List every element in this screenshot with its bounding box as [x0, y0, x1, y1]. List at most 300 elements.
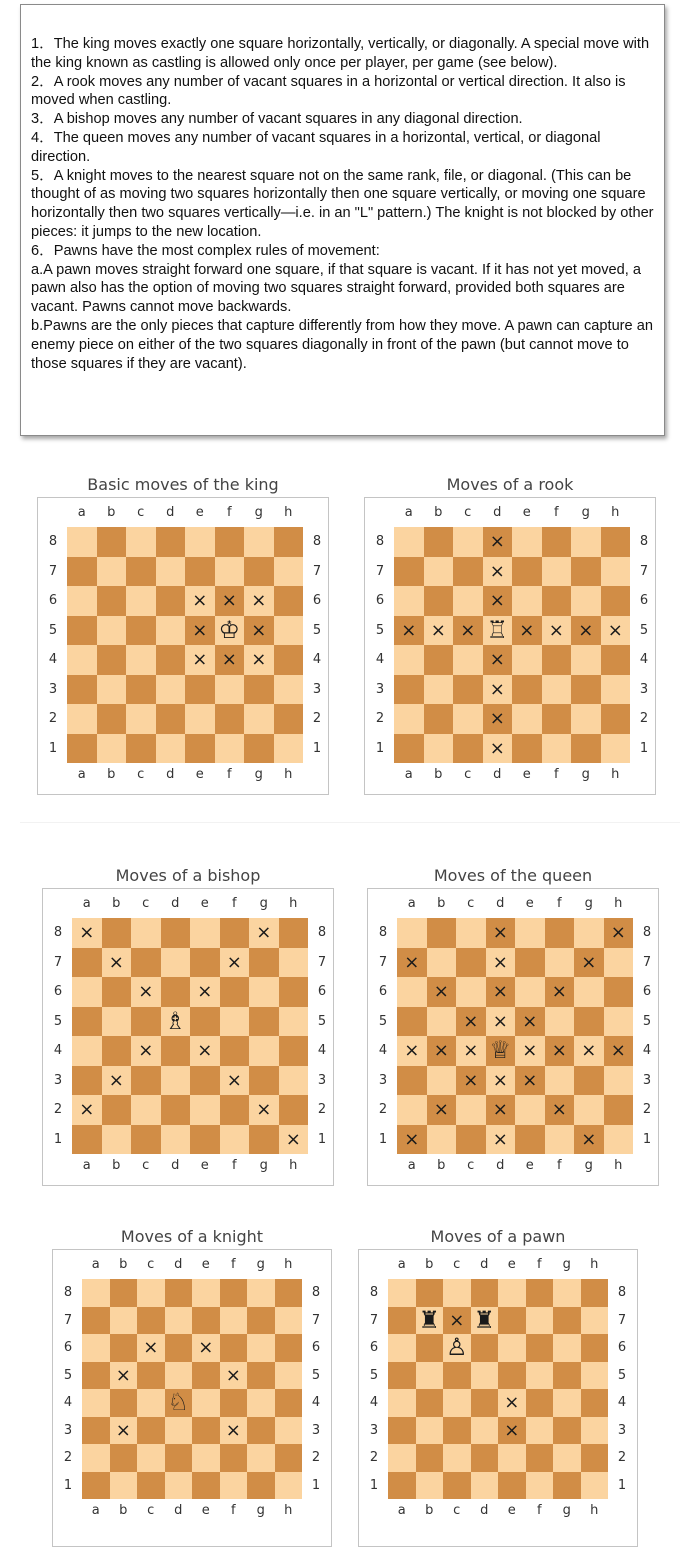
file-label-e: e: [522, 505, 531, 520]
rank-label-7: 7: [378, 954, 388, 970]
file-label-h: h: [590, 1257, 599, 1272]
move-mark: ×: [221, 649, 237, 670]
rook-board-frame: [364, 497, 656, 795]
rank-label-2: 2: [617, 1450, 627, 1465]
square-d3: [486, 1066, 516, 1096]
square-d1: [486, 1125, 516, 1155]
rank-label-4: 4: [53, 1043, 63, 1058]
file-label-d: d: [171, 1158, 180, 1173]
square-c6: [443, 1334, 471, 1362]
file-label-b: b: [119, 1257, 128, 1272]
rank-label-8: 8: [369, 1285, 379, 1300]
square-g5: [553, 1362, 581, 1390]
square-h6: [601, 586, 631, 616]
file-label-g: g: [259, 896, 268, 911]
square-b6: [416, 1334, 444, 1362]
square-a2: [397, 1095, 427, 1125]
file-label-c: c: [464, 767, 472, 782]
move-mark: ×: [401, 619, 417, 641]
move-mark: ×: [489, 560, 505, 582]
square-c3: [453, 675, 483, 705]
square-e7: [190, 948, 220, 978]
rank-label-7: 7: [311, 1312, 321, 1328]
square-h1: [581, 1472, 609, 1500]
square-d2: [471, 1444, 499, 1472]
square-a2: [388, 1444, 416, 1472]
square-a6: [388, 1334, 416, 1362]
square-b1: [102, 1125, 132, 1155]
move-mark: ×: [460, 619, 476, 641]
square-g1: [553, 1472, 581, 1500]
square-e2: [190, 1095, 220, 1125]
file-label-f: f: [553, 505, 559, 520]
rank-label-5: 5: [311, 1367, 321, 1383]
square-e5: [190, 1007, 220, 1037]
square-b2: [102, 1095, 132, 1125]
move-mark: ×: [192, 619, 208, 641]
square-e4: [185, 645, 215, 675]
square-g8: [244, 527, 274, 557]
square-d1: [156, 734, 186, 764]
move-mark: ×: [504, 1392, 520, 1413]
square-g7: [571, 557, 601, 587]
square-a3: [67, 675, 97, 705]
square-d7: [471, 1307, 499, 1335]
file-label-f: f: [231, 1158, 237, 1173]
file-label-d: d: [480, 1503, 489, 1518]
square-f1: [542, 734, 572, 764]
file-label-a: a: [404, 767, 413, 782]
square-c6: [126, 586, 156, 616]
square-c5: [456, 1007, 486, 1037]
square-e3: [190, 1066, 220, 1096]
square-d6: [165, 1334, 193, 1362]
square-g4: [247, 1389, 275, 1417]
king-board-frame: [37, 497, 329, 795]
square-b2: [97, 704, 127, 734]
square-e4: [512, 645, 542, 675]
square-h1: [279, 1125, 309, 1155]
square-g3: [244, 675, 274, 705]
file-label-g: g: [581, 767, 590, 782]
square-d2: [165, 1444, 193, 1472]
square-e7: [192, 1307, 220, 1335]
square-b5: [97, 616, 127, 646]
file-label-h: h: [284, 1503, 293, 1518]
square-a5: [397, 1007, 427, 1037]
square-g2: [553, 1444, 581, 1472]
square-b8: [97, 527, 127, 557]
square-e6: [185, 586, 215, 616]
square-g1: [249, 1125, 279, 1155]
square-d3: [471, 1417, 499, 1445]
square-h7: [274, 557, 304, 587]
rank-label-7: 7: [317, 954, 327, 970]
square-f5: [526, 1362, 554, 1390]
square-b4: [416, 1389, 444, 1417]
square-b1: [427, 1125, 457, 1155]
move-mark: ×: [251, 590, 267, 611]
white-king-piece: ♔: [218, 615, 240, 644]
square-h2: [604, 1095, 634, 1125]
square-d4: [471, 1389, 499, 1417]
square-d7: [486, 948, 516, 978]
pawn-board: [388, 1279, 608, 1499]
square-b6: [427, 977, 457, 1007]
square-c1: [456, 1125, 486, 1155]
file-label-a: a: [404, 505, 413, 520]
move-mark: ×: [463, 1069, 479, 1091]
rule-pawns-intro: 6．Pawns have the most complex rules of movement:: [31, 242, 380, 259]
file-label-h: h: [614, 1158, 623, 1173]
square-c7: [456, 948, 486, 978]
file-label-g: g: [584, 1158, 593, 1173]
square-c5: [126, 616, 156, 646]
square-b3: [110, 1417, 138, 1445]
file-label-a: a: [91, 1257, 100, 1272]
rank-label-4: 4: [312, 652, 322, 667]
move-mark: ×: [489, 649, 505, 670]
file-label-g: g: [581, 505, 590, 520]
file-label-h: h: [590, 1503, 599, 1518]
move-mark: ×: [581, 1040, 597, 1061]
move-mark: ×: [143, 1337, 159, 1358]
square-a8: [388, 1279, 416, 1307]
file-label-c: c: [464, 505, 472, 520]
file-label-c: c: [147, 1257, 155, 1272]
square-a5: [82, 1362, 110, 1390]
square-h3: [274, 675, 304, 705]
square-c2: [456, 1095, 486, 1125]
square-a7: [72, 948, 102, 978]
square-b8: [102, 918, 132, 948]
rank-label-6: 6: [369, 1340, 379, 1355]
move-mark: ×: [197, 981, 213, 1002]
square-d6: [471, 1334, 499, 1362]
bishop-board-frame: [42, 888, 334, 1186]
rank-label-5: 5: [642, 1013, 652, 1029]
square-e6: [512, 586, 542, 616]
white-pawn-piece: ♙: [445, 1333, 468, 1361]
rank-label-3: 3: [312, 681, 322, 697]
square-c1: [443, 1472, 471, 1500]
square-f5: [545, 1007, 575, 1037]
move-mark: ×: [492, 922, 508, 943]
square-e1: [190, 1125, 220, 1155]
move-mark: ×: [115, 1364, 131, 1386]
square-f4: [220, 1036, 250, 1066]
rank-label-6: 6: [642, 984, 652, 999]
square-d4: [156, 645, 186, 675]
rank-label-5: 5: [48, 622, 58, 638]
square-a5: [394, 616, 424, 646]
white-rook-piece: ♖: [486, 615, 508, 644]
square-a3: [72, 1066, 102, 1096]
rank-label-8: 8: [378, 925, 388, 940]
square-f8: [545, 918, 575, 948]
rank-label-6: 6: [639, 593, 649, 608]
square-h6: [274, 586, 304, 616]
square-d7: [165, 1307, 193, 1335]
square-g5: [571, 616, 601, 646]
move-mark: ×: [522, 1010, 538, 1032]
square-a7: [82, 1307, 110, 1335]
file-label-h: h: [289, 1158, 298, 1173]
square-g2: [249, 1095, 279, 1125]
file-label-f: f: [230, 1257, 236, 1272]
square-c5: [443, 1362, 471, 1390]
rank-label-5: 5: [378, 1013, 388, 1029]
rank-label-3: 3: [53, 1072, 63, 1088]
square-d1: [483, 734, 513, 764]
square-h2: [274, 704, 304, 734]
square-a1: [388, 1472, 416, 1500]
square-f5: [220, 1007, 250, 1037]
square-a3: [82, 1417, 110, 1445]
rank-label-1: 1: [369, 1477, 379, 1493]
square-g1: [247, 1472, 275, 1500]
file-label-h: h: [289, 896, 298, 911]
square-c5: [453, 616, 483, 646]
rank-label-5: 5: [617, 1367, 627, 1383]
move-mark: ×: [115, 1419, 131, 1441]
rank-label-6: 6: [63, 1340, 73, 1355]
square-c2: [137, 1444, 165, 1472]
square-a1: [82, 1472, 110, 1500]
square-f6: [542, 586, 572, 616]
square-h4: [274, 645, 304, 675]
file-label-b: b: [107, 767, 116, 782]
rank-label-6: 6: [375, 593, 385, 608]
file-label-g: g: [254, 767, 263, 782]
file-label-b: b: [437, 1158, 446, 1173]
square-e8: [192, 1279, 220, 1307]
rank-label-4: 4: [63, 1395, 73, 1410]
square-f2: [220, 1444, 248, 1472]
file-label-e: e: [200, 896, 209, 911]
square-b2: [110, 1444, 138, 1472]
square-g2: [574, 1095, 604, 1125]
square-h3: [275, 1417, 303, 1445]
move-mark: ×: [504, 1419, 520, 1441]
square-d4: [165, 1389, 193, 1417]
square-d7: [156, 557, 186, 587]
square-e7: [185, 557, 215, 587]
rank-label-2: 2: [312, 711, 322, 726]
white-bishop-piece: ♗: [164, 1006, 186, 1035]
square-c3: [137, 1417, 165, 1445]
rank-label-2: 2: [311, 1450, 321, 1465]
rank-label-6: 6: [378, 984, 388, 999]
move-mark: ×: [492, 981, 508, 1002]
square-h8: [274, 527, 304, 557]
square-h1: [604, 1125, 634, 1155]
square-e8: [498, 1279, 526, 1307]
file-label-b: b: [107, 505, 116, 520]
square-g5: [249, 1007, 279, 1037]
square-a7: [394, 557, 424, 587]
square-f7: [526, 1307, 554, 1335]
square-b8: [110, 1279, 138, 1307]
rank-label-1: 1: [48, 740, 58, 756]
square-b4: [97, 645, 127, 675]
move-mark: ×: [610, 922, 626, 943]
square-e7: [515, 948, 545, 978]
move-mark: ×: [581, 1128, 597, 1150]
rank-label-1: 1: [312, 740, 322, 756]
rank-label-6: 6: [53, 984, 63, 999]
move-mark: ×: [548, 619, 564, 641]
rank-label-7: 7: [63, 1312, 73, 1328]
rule-rook: 2．A rook moves any number of vacant squares in a horizontal or vertical direction. It also is moved when castling.: [31, 73, 626, 109]
rank-label-1: 1: [642, 1131, 652, 1147]
square-a8: [82, 1279, 110, 1307]
square-a5: [67, 616, 97, 646]
file-label-d: d: [166, 505, 175, 520]
square-g7: [244, 557, 274, 587]
file-label-g: g: [562, 1503, 571, 1518]
file-label-d: d: [493, 505, 502, 520]
square-c7: [443, 1307, 471, 1335]
square-e8: [185, 527, 215, 557]
rank-label-2: 2: [48, 711, 58, 726]
file-label-h: h: [284, 505, 293, 520]
square-e3: [185, 675, 215, 705]
square-a7: [397, 948, 427, 978]
square-c2: [453, 704, 483, 734]
square-a1: [394, 734, 424, 764]
file-label-f: f: [536, 1257, 542, 1272]
square-g2: [571, 704, 601, 734]
square-a4: [388, 1389, 416, 1417]
square-g1: [244, 734, 274, 764]
move-mark: ×: [433, 1040, 449, 1061]
rank-label-3: 3: [311, 1422, 321, 1438]
square-c7: [131, 948, 161, 978]
move-mark: ×: [492, 1099, 508, 1120]
rank-label-1: 1: [53, 1131, 63, 1147]
square-h7: [275, 1307, 303, 1335]
square-f3: [542, 675, 572, 705]
square-a1: [72, 1125, 102, 1155]
file-label-e: e: [525, 896, 534, 911]
rank-label-6: 6: [311, 1340, 321, 1355]
square-g6: [574, 977, 604, 1007]
file-label-a: a: [91, 1503, 100, 1518]
square-b3: [97, 675, 127, 705]
square-c5: [131, 1007, 161, 1037]
rule-pawn-a: a.A pawn moves straight forward one square, if that square is vacant. If it has not yet moved, a pawn also has the option of moving two squares straight forward, provided both squares are vacant. Pawns cannot move backwards.: [31, 261, 642, 316]
square-g8: [553, 1279, 581, 1307]
rank-label-8: 8: [53, 925, 63, 940]
square-d5: [165, 1362, 193, 1390]
file-label-d: d: [174, 1257, 183, 1272]
rank-label-2: 2: [53, 1102, 63, 1117]
square-g6: [247, 1334, 275, 1362]
square-h2: [601, 704, 631, 734]
move-mark: ×: [492, 1128, 508, 1150]
rank-label-2: 2: [639, 711, 649, 726]
square-a3: [397, 1066, 427, 1096]
square-c7: [453, 557, 483, 587]
move-mark: ×: [251, 649, 267, 670]
square-f8: [220, 918, 250, 948]
square-g7: [247, 1307, 275, 1335]
file-label-f: f: [230, 1503, 236, 1518]
square-d2: [486, 1095, 516, 1125]
rank-label-7: 7: [639, 563, 649, 579]
square-b6: [97, 586, 127, 616]
square-d2: [483, 704, 513, 734]
square-c4: [137, 1389, 165, 1417]
square-c6: [131, 977, 161, 1007]
rank-label-7: 7: [642, 954, 652, 970]
square-e6: [190, 977, 220, 1007]
square-b3: [416, 1417, 444, 1445]
square-g8: [574, 918, 604, 948]
square-h7: [604, 948, 634, 978]
square-b1: [97, 734, 127, 764]
square-e3: [192, 1417, 220, 1445]
file-label-d: d: [480, 1257, 489, 1272]
king-board: [67, 527, 303, 763]
square-e7: [498, 1307, 526, 1335]
move-mark: ×: [221, 590, 237, 611]
square-c3: [443, 1417, 471, 1445]
square-h5: [279, 1007, 309, 1037]
black-rook-piece: ♜: [418, 1305, 440, 1334]
file-label-h: h: [614, 896, 623, 911]
file-label-c: c: [142, 896, 150, 911]
move-mark: ×: [492, 951, 508, 973]
square-g3: [571, 675, 601, 705]
rank-label-6: 6: [617, 1340, 627, 1355]
square-c4: [131, 1036, 161, 1066]
square-h2: [279, 1095, 309, 1125]
square-d4: [486, 1036, 516, 1066]
section-divider: [20, 822, 680, 823]
square-d8: [161, 918, 191, 948]
rook-diagram-title: Moves of a rook: [446, 475, 574, 494]
square-d8: [165, 1279, 193, 1307]
file-label-e: e: [201, 1257, 210, 1272]
rank-label-7: 7: [53, 954, 63, 970]
square-b7: [110, 1307, 138, 1335]
square-b2: [424, 704, 454, 734]
square-e8: [512, 527, 542, 557]
file-label-c: c: [467, 1158, 475, 1173]
rank-label-5: 5: [312, 622, 322, 638]
file-label-a: a: [397, 1257, 406, 1272]
king-diagram-title: Basic moves of the king: [87, 475, 279, 494]
square-d3: [161, 1066, 191, 1096]
move-mark: ×: [198, 1337, 214, 1358]
square-f7: [220, 1307, 248, 1335]
rank-label-4: 4: [311, 1395, 321, 1410]
pawn-diagram-title: Moves of a pawn: [430, 1227, 566, 1246]
square-a1: [397, 1125, 427, 1155]
move-mark: ×: [607, 619, 623, 641]
square-a2: [72, 1095, 102, 1125]
square-h6: [604, 977, 634, 1007]
file-label-a: a: [82, 896, 91, 911]
square-a5: [72, 1007, 102, 1037]
square-b5: [427, 1007, 457, 1037]
move-mark: ×: [226, 951, 242, 973]
square-a6: [397, 977, 427, 1007]
bishop-diagram-title: Moves of a bishop: [115, 866, 261, 885]
move-mark: ×: [463, 1010, 479, 1032]
